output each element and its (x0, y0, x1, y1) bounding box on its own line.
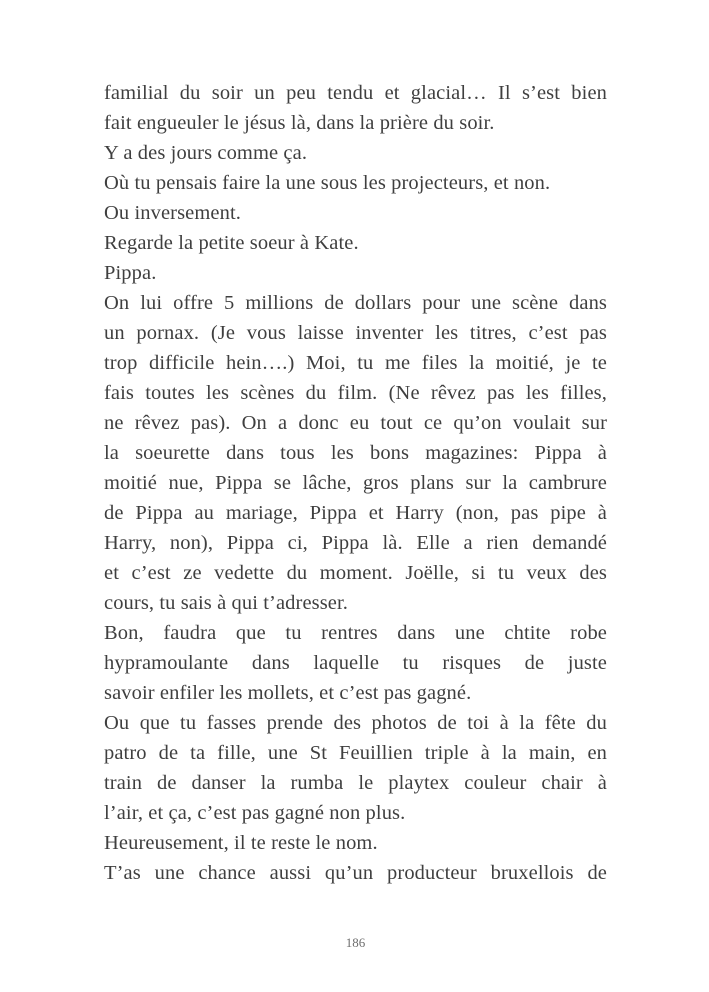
text-line: cours, tu sais à qui t’adresser. (104, 592, 349, 614)
text-line: trop difficile hein….) Moi, tu me files la moitié, je te (104, 352, 607, 374)
text-line: train de danser la rumba le playtex couleur chair à (104, 772, 607, 794)
text-line: et c’est ze vedette du moment. Joëlle, si tu veux des (104, 562, 607, 584)
text-line: Pippa. (104, 262, 157, 284)
text-line: Harry, non), Pippa ci, Pippa là. Elle a rien demandé (104, 532, 607, 554)
text-line: Regarde la petite soeur à Kate. (104, 232, 359, 254)
text-line: Où tu pensais faire la une sous les projecteurs, et non. (104, 172, 551, 194)
text-line: l’air, et ça, c’est pas gagné non plus. (104, 802, 406, 824)
text-line: ne rêvez pas). On a donc eu tout ce qu’on voulait sur (104, 412, 607, 434)
text-line: T’as une chance aussi qu’un producteur bruxellois de (104, 862, 607, 884)
text-line: Ou que tu fasses prende des photos de toi à la fête du (104, 712, 607, 734)
text-line: Y a des jours comme ça. (104, 142, 308, 164)
text-line: On lui offre 5 millions de dollars pour une scène dans (104, 292, 607, 314)
text-line: la soeurette dans tous les bons magazines: Pippa à (104, 442, 607, 464)
text-line: Bon, faudra que tu rentres dans une chtite robe (104, 622, 607, 644)
text-column (104, 78, 607, 888)
page-number: 186 (345, 935, 366, 950)
text-line: patro de ta fille, une St Feuillien triple à la main, en (104, 742, 607, 764)
text-line: Ou inversement. (104, 202, 241, 224)
text-line: savoir enfiler les mollets, et c’est pas gagné. (104, 682, 472, 704)
text-line: familial du soir un peu tendu et glacial… Il s’est bien (104, 82, 607, 104)
text-line: hypramoulante dans laquelle tu risques de juste (104, 652, 607, 674)
text-line: Heureusement, il te reste le nom. (104, 832, 378, 854)
text-line: un pornax. (Je vous laisse inventer les titres, c’est pas (104, 322, 607, 344)
text-line: fais toutes les scènes du film. (Ne rêvez pas les filles, (104, 382, 607, 404)
text-line: fait engueuler le jésus là, dans la prière du soir. (104, 112, 495, 134)
text-line: moitié nue, Pippa se lâche, gros plans sur la cambrure (104, 472, 607, 494)
text-line: de Pippa au mariage, Pippa et Harry (non, pas pipe à (104, 502, 607, 524)
